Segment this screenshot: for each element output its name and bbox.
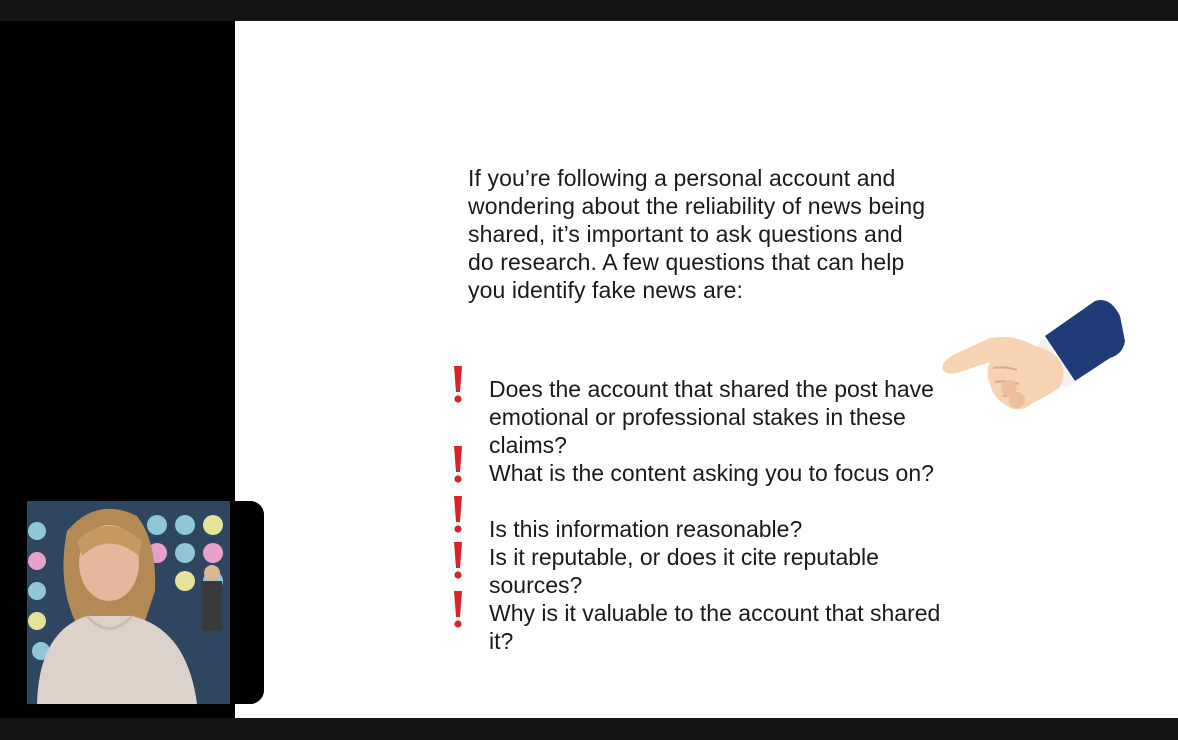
exclamation-icon xyxy=(451,590,465,630)
list-item: What is the content asking you to focus on? xyxy=(489,460,934,486)
avatar xyxy=(27,501,230,704)
list-item: Is it reputable, or does it cite reputable sources? xyxy=(489,544,879,598)
exclamation-icon xyxy=(451,495,465,535)
video-tile-handle[interactable] xyxy=(230,501,264,704)
exclamation-icon xyxy=(451,541,465,581)
video-tile[interactable] xyxy=(27,501,264,704)
list-item: Why is it valuable to the account that shared it? xyxy=(489,600,941,654)
webcam-feed xyxy=(27,501,230,704)
presentation-slide xyxy=(235,21,1178,718)
bottom-bar xyxy=(0,718,1178,740)
top-bar xyxy=(0,0,1178,21)
pointing-hand-icon xyxy=(935,296,1130,421)
slide-intro-text: If you’re following a personal account and wondering about the reliability of news being shared, it’s important to ask questions and do research. A few questions that can help you identify fake news are: xyxy=(468,165,926,303)
list-item: Does the account that shared the post have emotional or professional stakes in these claims? xyxy=(489,376,934,458)
exclamation-icon xyxy=(451,445,465,485)
exclamation-icon xyxy=(451,365,465,405)
list-item: Is this information reasonable? xyxy=(489,516,803,542)
